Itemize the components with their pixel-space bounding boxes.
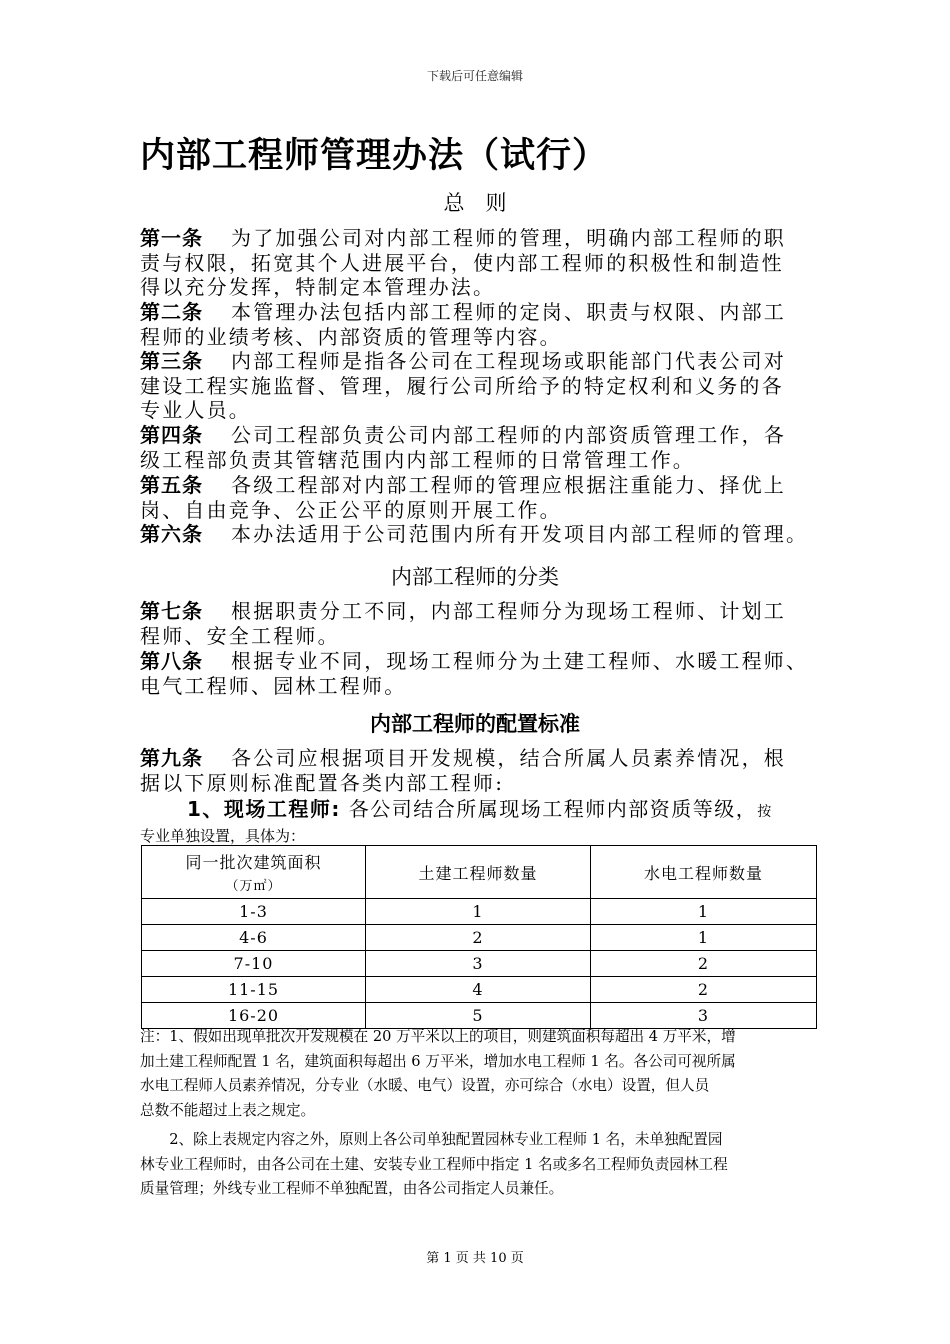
article-text: 程师、安全工程师。 bbox=[140, 623, 340, 648]
note-line: 林专业工程师时，由各公司在土建、安装专业工程师中指定 1 名或多名工程师负责园林工程 bbox=[140, 1155, 728, 1173]
page-header-note: 下载后可任意编辑 bbox=[426, 69, 523, 83]
article-text: 各公司应根据项目开发规模，结合所属人员素养情况，根 bbox=[231, 746, 786, 770]
article-text: 责与权限，拓宽其个人进展平台，使内部工程师的积极性和制造性 bbox=[140, 250, 784, 275]
article-text: 据以下原则标准配置各类内部工程师: bbox=[140, 770, 505, 795]
article-label: 第八条 bbox=[140, 649, 203, 673]
note-line: 水电工程师人员素养情况，分专业（水暖、电气）设置，亦可综合（水电）设置，但人员 bbox=[140, 1077, 710, 1094]
page-footer: 第 1 页 共 10 页 bbox=[426, 1251, 524, 1266]
article-text: 根据专业不同，现场工程师分为土建工程师、水暖工程师、 bbox=[231, 649, 809, 673]
cell-civil: 1 bbox=[366, 899, 591, 925]
header-area-label: 同一批次建筑面积 bbox=[185, 853, 322, 872]
item-text: 各公司结合所属现场工程师内部资质等级， bbox=[348, 797, 758, 821]
header-water-elec-count: 水电工程师数量 bbox=[591, 846, 817, 899]
article-text: 岗、自由竞争、公正公平的原则开展工作。 bbox=[140, 497, 562, 522]
article-9 bbox=[140, 746, 786, 795]
article-1 bbox=[140, 226, 786, 300]
note-line: 加土建工程师配置 1 名，建筑面积每超出 6 万平米，增加水电工程师 1 名。各公司可视所属 bbox=[140, 1052, 736, 1070]
table-row bbox=[142, 899, 817, 925]
cell-area: 16-20 bbox=[142, 1003, 366, 1029]
article-text: 得以充分发挥，特制定本管理办法。 bbox=[140, 275, 496, 300]
article-label: 第五条 bbox=[140, 473, 203, 497]
note-2 bbox=[140, 1128, 728, 1202]
table-header-row bbox=[142, 846, 817, 899]
note-line: 质量管理；外线专业工程师不单独配置，由各公司指定人员兼任。 bbox=[140, 1180, 564, 1197]
article-label: 第四条 bbox=[140, 423, 203, 447]
note-line: 总数不能超过上表之规定。 bbox=[140, 1101, 316, 1119]
article-7 bbox=[140, 599, 786, 648]
item-site-engineer bbox=[187, 793, 771, 822]
cell-water-elec: 2 bbox=[591, 951, 817, 977]
article-label: 第七条 bbox=[140, 599, 203, 623]
article-text: 公司工程部负责公司内部工程师的内部资质管理工作，各 bbox=[231, 423, 786, 447]
article-text: 本管理办法包括内部工程师的定岗、职责与权限、内部工 bbox=[231, 300, 786, 324]
item-label: 1、现场工程师: bbox=[187, 797, 341, 821]
cell-area: 11-15 bbox=[142, 977, 366, 1003]
article-label: 第二条 bbox=[140, 300, 203, 324]
cell-water-elec: 1 bbox=[591, 899, 817, 925]
article-6 bbox=[140, 522, 808, 547]
cell-civil: 5 bbox=[366, 1003, 591, 1029]
article-4 bbox=[140, 423, 786, 472]
article-2 bbox=[140, 300, 786, 349]
article-text: 内部工程师是指各公司在工程现场或职能部门代表公司对 bbox=[231, 349, 786, 373]
article-3 bbox=[140, 349, 786, 423]
cell-water-elec: 3 bbox=[591, 1003, 817, 1029]
cell-civil: 3 bbox=[366, 951, 591, 977]
article-text: 根据职责分工不同，内部工程师分为现场工程师、计划工 bbox=[231, 599, 786, 623]
article-text: 为了加强公司对内部工程师的管理，明确内部工程师的职 bbox=[231, 226, 786, 250]
article-text: 专业人员。 bbox=[140, 398, 251, 423]
section-heading-classification: 内部工程师的分类 bbox=[391, 565, 559, 589]
cell-civil: 4 bbox=[366, 977, 591, 1003]
article-text: 建设工程实施监督、管理，履行公司所给予的特定权利和义务的各 bbox=[140, 373, 784, 398]
article-label: 第一条 bbox=[140, 226, 203, 250]
cell-area: 4-6 bbox=[142, 925, 366, 951]
cell-water-elec: 2 bbox=[591, 977, 817, 1003]
article-8 bbox=[140, 649, 808, 698]
cell-civil: 2 bbox=[366, 925, 591, 951]
cell-area: 1-3 bbox=[142, 899, 366, 925]
engineer-config-table bbox=[141, 845, 817, 1029]
table-row bbox=[142, 925, 817, 951]
cell-area: 7-10 bbox=[142, 951, 366, 977]
item-text-tail: 按 bbox=[757, 804, 772, 820]
article-text: 电气工程师、园林工程师。 bbox=[140, 673, 407, 698]
section-heading-general: 总 则 bbox=[443, 191, 507, 215]
note-1 bbox=[140, 1025, 736, 1123]
article-5 bbox=[140, 473, 786, 522]
article-text: 级工程部负责其管辖范围内内部工程师的日常管理工作。 bbox=[140, 447, 695, 472]
article-text: 程师的业绩考核、内部资质的管理等内容。 bbox=[140, 324, 562, 349]
header-area-unit: （万㎡） bbox=[225, 879, 282, 894]
document-title: 内部工程师管理办法（试行） bbox=[140, 136, 609, 176]
cell-water-elec: 1 bbox=[591, 925, 817, 951]
note-line: 注：1、假如出现单批次开发规模在 20 万平米以上的项目，则建筑面积每超出 4 万平米，增 bbox=[140, 1028, 736, 1045]
item-second-line: 专业单独设置，具体为： bbox=[140, 827, 306, 845]
section-heading-configuration: 内部工程师的配置标准 bbox=[370, 712, 580, 736]
table-row bbox=[142, 951, 817, 977]
article-label: 第六条 bbox=[140, 522, 203, 546]
note-line: 2、除上表规定内容之外，原则上各公司单独配置园林专业工程师 1 名，未单独配置园 bbox=[140, 1131, 723, 1148]
article-text: 本办法适用于公司范围内所有开发项目内部工程师的管理。 bbox=[231, 522, 809, 546]
article-label: 第九条 bbox=[140, 746, 203, 770]
header-area bbox=[142, 846, 366, 899]
article-label: 第三条 bbox=[140, 349, 203, 373]
table-row bbox=[142, 977, 817, 1003]
header-civil-count: 土建工程师数量 bbox=[366, 846, 591, 899]
article-text: 各级工程部对内部工程师的管理应根据注重能力、择优上 bbox=[231, 473, 786, 497]
